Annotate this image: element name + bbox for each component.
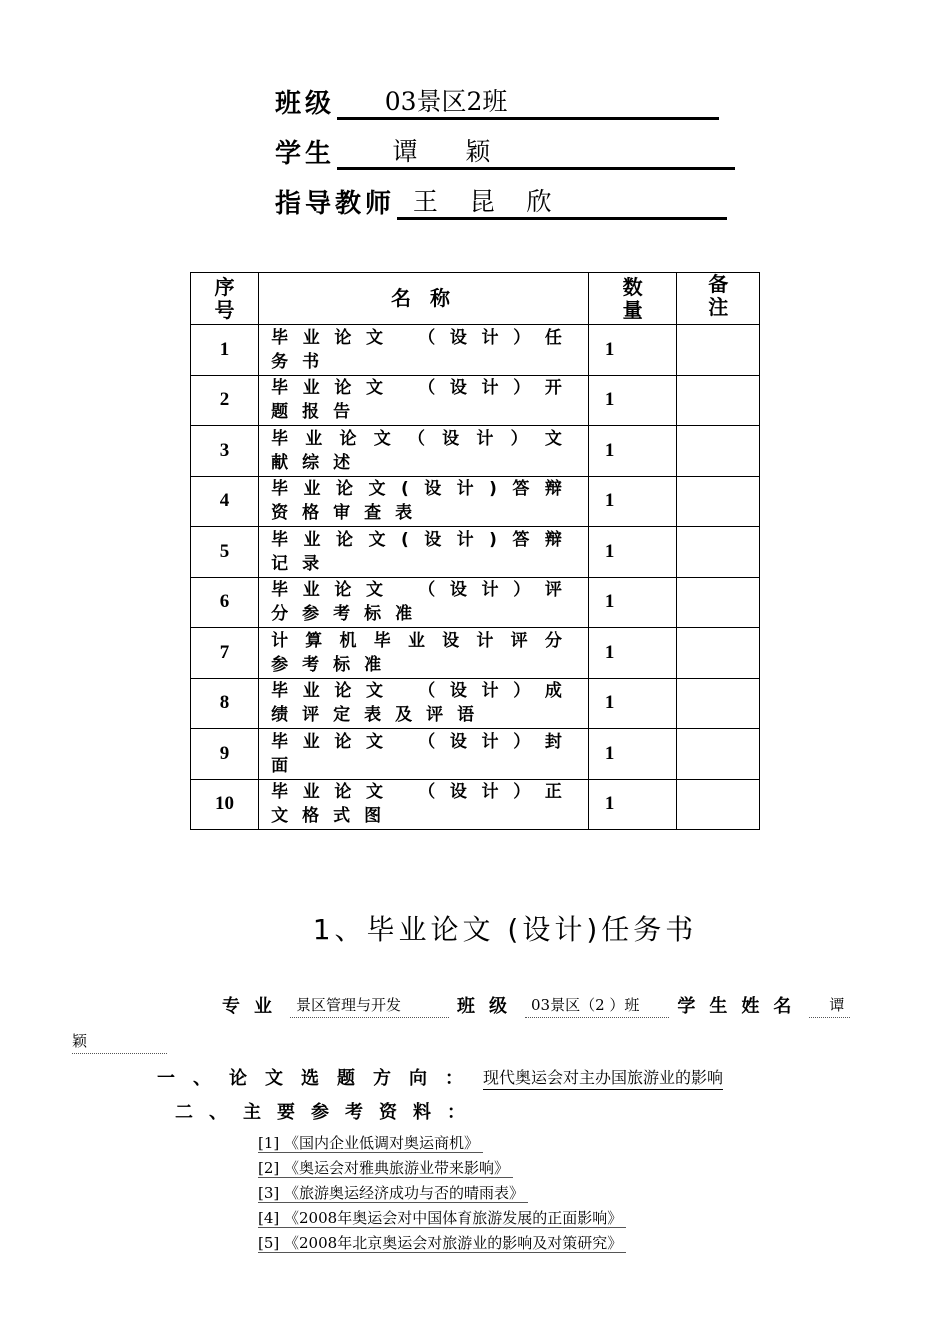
references-list (258, 1132, 626, 1257)
section-class-label: 班级 (457, 996, 522, 1017)
row-no: 6 (191, 577, 259, 628)
row-note (677, 729, 760, 780)
table-row (191, 628, 760, 679)
student-label: 学生 (275, 139, 336, 169)
header-note: 备 注 (677, 273, 760, 325)
advisor-label: 指导教师 (275, 189, 396, 219)
reference-text: [2] 《奥运会对雅典旅游业带来影响》 (258, 1159, 513, 1178)
row-no: 8 (191, 678, 259, 729)
row-no: 1 (191, 325, 259, 376)
row-name: 毕业论文 （设计）正文格式图 (259, 779, 589, 830)
table-header-row (191, 273, 760, 325)
row-qty: 1 (588, 325, 677, 376)
row-no: 9 (191, 729, 259, 780)
row-name: 毕业论文(设计)答辩资格审查表 (259, 476, 589, 527)
row-no: 5 (191, 527, 259, 578)
reference-item (258, 1182, 626, 1207)
row-note (677, 628, 760, 679)
row-qty: 1 (588, 476, 677, 527)
table-row (191, 325, 760, 376)
reference-item (258, 1232, 626, 1257)
reference-item (258, 1157, 626, 1182)
row-qty: 1 (588, 678, 677, 729)
row-qty: 1 (588, 375, 677, 426)
reference-text: [3] 《旅游奥运经济成功与否的晴雨表》 (258, 1184, 528, 1203)
table-row (191, 577, 760, 628)
student-info-line (222, 988, 880, 1018)
row-note (677, 325, 760, 376)
reference-item (258, 1132, 626, 1157)
section-class-value: 03景区（2 ）班 (525, 994, 669, 1018)
advisor-value: 王 昆 欣 (397, 187, 727, 220)
table-row (191, 476, 760, 527)
major-value: 景区管理与开发 (290, 994, 449, 1018)
row-no: 4 (191, 476, 259, 527)
references-label: 二、主要参考资料： (175, 1102, 481, 1123)
major-label: 专业 (222, 996, 286, 1017)
table-row (191, 375, 760, 426)
student-name-value-part2: 颖 (72, 1030, 167, 1054)
class-value: 03景区2班 (337, 87, 719, 120)
row-note (677, 476, 760, 527)
header-qty: 数 量 (588, 273, 677, 325)
reference-text: [4] 《2008年奥运会对中国体育旅游发展的正面影响》 (258, 1209, 626, 1228)
row-qty: 1 (588, 527, 677, 578)
row-note (677, 678, 760, 729)
row-name: 毕业论文（设计）文献综述 (259, 426, 589, 477)
document-list-table (190, 272, 760, 830)
table-row (191, 426, 760, 477)
table-row (191, 729, 760, 780)
header-name: 名 称 (259, 273, 589, 325)
row-name: 毕业论文 （设计）评分参考标准 (259, 577, 589, 628)
row-qty: 1 (588, 426, 677, 477)
row-name: 毕业论文(设计)答辩记录 (259, 527, 589, 578)
header-no: 序 号 (191, 273, 259, 325)
class-row (275, 80, 719, 120)
row-qty: 1 (588, 729, 677, 780)
section-title: 1、毕业论文 (设计)任务书 (312, 913, 698, 946)
reference-item (258, 1207, 626, 1232)
topic-label: 一、论文选题方向： (157, 1068, 481, 1089)
row-name: 毕业论文 （设计）开题报告 (259, 375, 589, 426)
topic-value: 现代奥运会对主办国旅游业的影响 (483, 1065, 723, 1090)
row-no: 3 (191, 426, 259, 477)
row-note (677, 527, 760, 578)
reference-text: [5] 《2008年北京奥运会对旅游业的影响及对策研究》 (258, 1234, 626, 1253)
student-row (275, 130, 735, 170)
row-note (677, 779, 760, 830)
advisor-row (275, 180, 727, 220)
student-value: 谭 颖 (337, 137, 735, 170)
row-name: 毕业论文 （设计）任务书 (259, 325, 589, 376)
class-label: 班级 (275, 89, 336, 119)
row-note (677, 426, 760, 477)
table-row (191, 678, 760, 729)
row-qty: 1 (588, 628, 677, 679)
student-name-label: 学生姓名 (677, 996, 806, 1017)
row-qty: 1 (588, 577, 677, 628)
row-note (677, 577, 760, 628)
row-name: 计算机毕业设计评分参考标准 (259, 628, 589, 679)
row-no: 10 (191, 779, 259, 830)
table-row (191, 527, 760, 578)
topic-line (157, 1064, 723, 1090)
row-qty: 1 (588, 779, 677, 830)
row-note (677, 375, 760, 426)
student-name-value-part1: 谭 (809, 994, 850, 1018)
table-row (191, 779, 760, 830)
row-name: 毕业论文 （设计）封面 (259, 729, 589, 780)
row-no: 2 (191, 375, 259, 426)
row-name: 毕业论文 （设计）成绩评定表及评语 (259, 678, 589, 729)
row-no: 7 (191, 628, 259, 679)
reference-text: [1] 《国内企业低调对奥运商机》 (258, 1134, 483, 1153)
